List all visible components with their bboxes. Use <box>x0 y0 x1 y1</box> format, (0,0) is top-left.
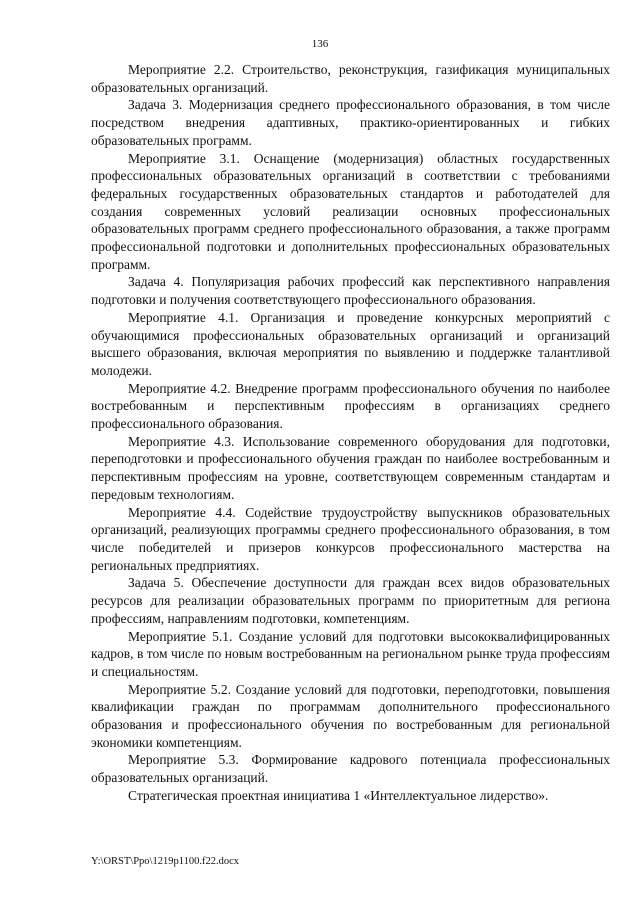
paragraph-measure-4-3: Мероприятие 4.3. Использование современного оборудования для подготовки, переподготовки и профессионального обучения граждан по наиболее востребованным и перспективным профессиям на уровне, соответствующем современным стандартам и передовым технологиям. <box>91 433 610 502</box>
paragraph-measure-5-2: Мероприятие 5.2. Создание условий для подготовки, переподготовки, повышения квалификации граждан по программам дополнительного профессионального образования и профессионального обучения по востребованным для региональной экономики компетенциям. <box>91 681 610 750</box>
file-path-footer: Y:\ORST\Ppo\1219p1100.f22.docx <box>91 856 239 867</box>
paragraph-measure-4-1: Мероприятие 4.1. Организация и проведение конкурсных мероприятий с обучающимися профессиональных образовательных организаций и организаций высшего образования, включая мероприятия по выявлению и поддержке талантливой молодежи. <box>91 309 610 378</box>
paragraph-measure-5-1: Мероприятие 5.1. Создание условий для подготовки высококвалифицированных кадров, в том числе по новым востребованным на региональном рынке труда профессиям и специальностям. <box>91 628 610 679</box>
paragraph-task-5: Задача 5. Обеспечение доступности для граждан всех видов образовательных ресурсов для реализации образовательных программ по приоритетным для региона профессиям, направлениям подготовки, компетенциям. <box>91 575 610 626</box>
paragraph-measure-4-4: Мероприятие 4.4. Содействие трудоустройству выпускников образовательных организаций, реализующих программы среднего профессионального образования, в том числе победителей и призеров конкурсов профессионального мастерства на региональных предприятиях. <box>91 504 610 573</box>
paragraph-task-3: Задача 3. Модернизация среднего профессионального образования, в том числе посредством внедрения адаптивных, практико-ориентированных и гибких образовательных программ. <box>91 97 610 148</box>
paragraph-task-4: Задача 4. Популяризация рабочих профессий как перспективного направления подготовки и получения соответствующего профессионального образования. <box>91 274 610 308</box>
paragraph-strategic-initiative-1: Стратегическая проектная инициатива 1 «Интеллектуальное лидерство». <box>128 787 549 803</box>
paragraph-measure-5-3: Мероприятие 5.3. Формирование кадрового потенциала профессиональных образовательных организаций. <box>91 752 610 786</box>
paragraph-measure-4-2: Мероприятие 4.2. Внедрение программ профессионального обучения по наиболее востребованным и перспективным профессиям в организациях среднего профессионального образования. <box>91 380 610 432</box>
paragraph-measure-3-1: Мероприятие 3.1. Оснащение (модернизация) областных государственных профессиональных образовательных организаций в соответствии с требованиями федеральных государственных образовательных стандартов и работодателей для создания современных условий реализации основных профессиональных образовательных программ среднего профессионального образования, а также программ профессиональной подготовки и дополнительных профессиональных образовательных программ. <box>91 150 610 272</box>
page-number: 136 <box>311 38 329 50</box>
document-body <box>91 61 610 805</box>
paragraph-measure-2-2: Мероприятие 2.2. Строительство, реконструкция, газификация муниципальных образовательных организаций. <box>91 62 610 95</box>
